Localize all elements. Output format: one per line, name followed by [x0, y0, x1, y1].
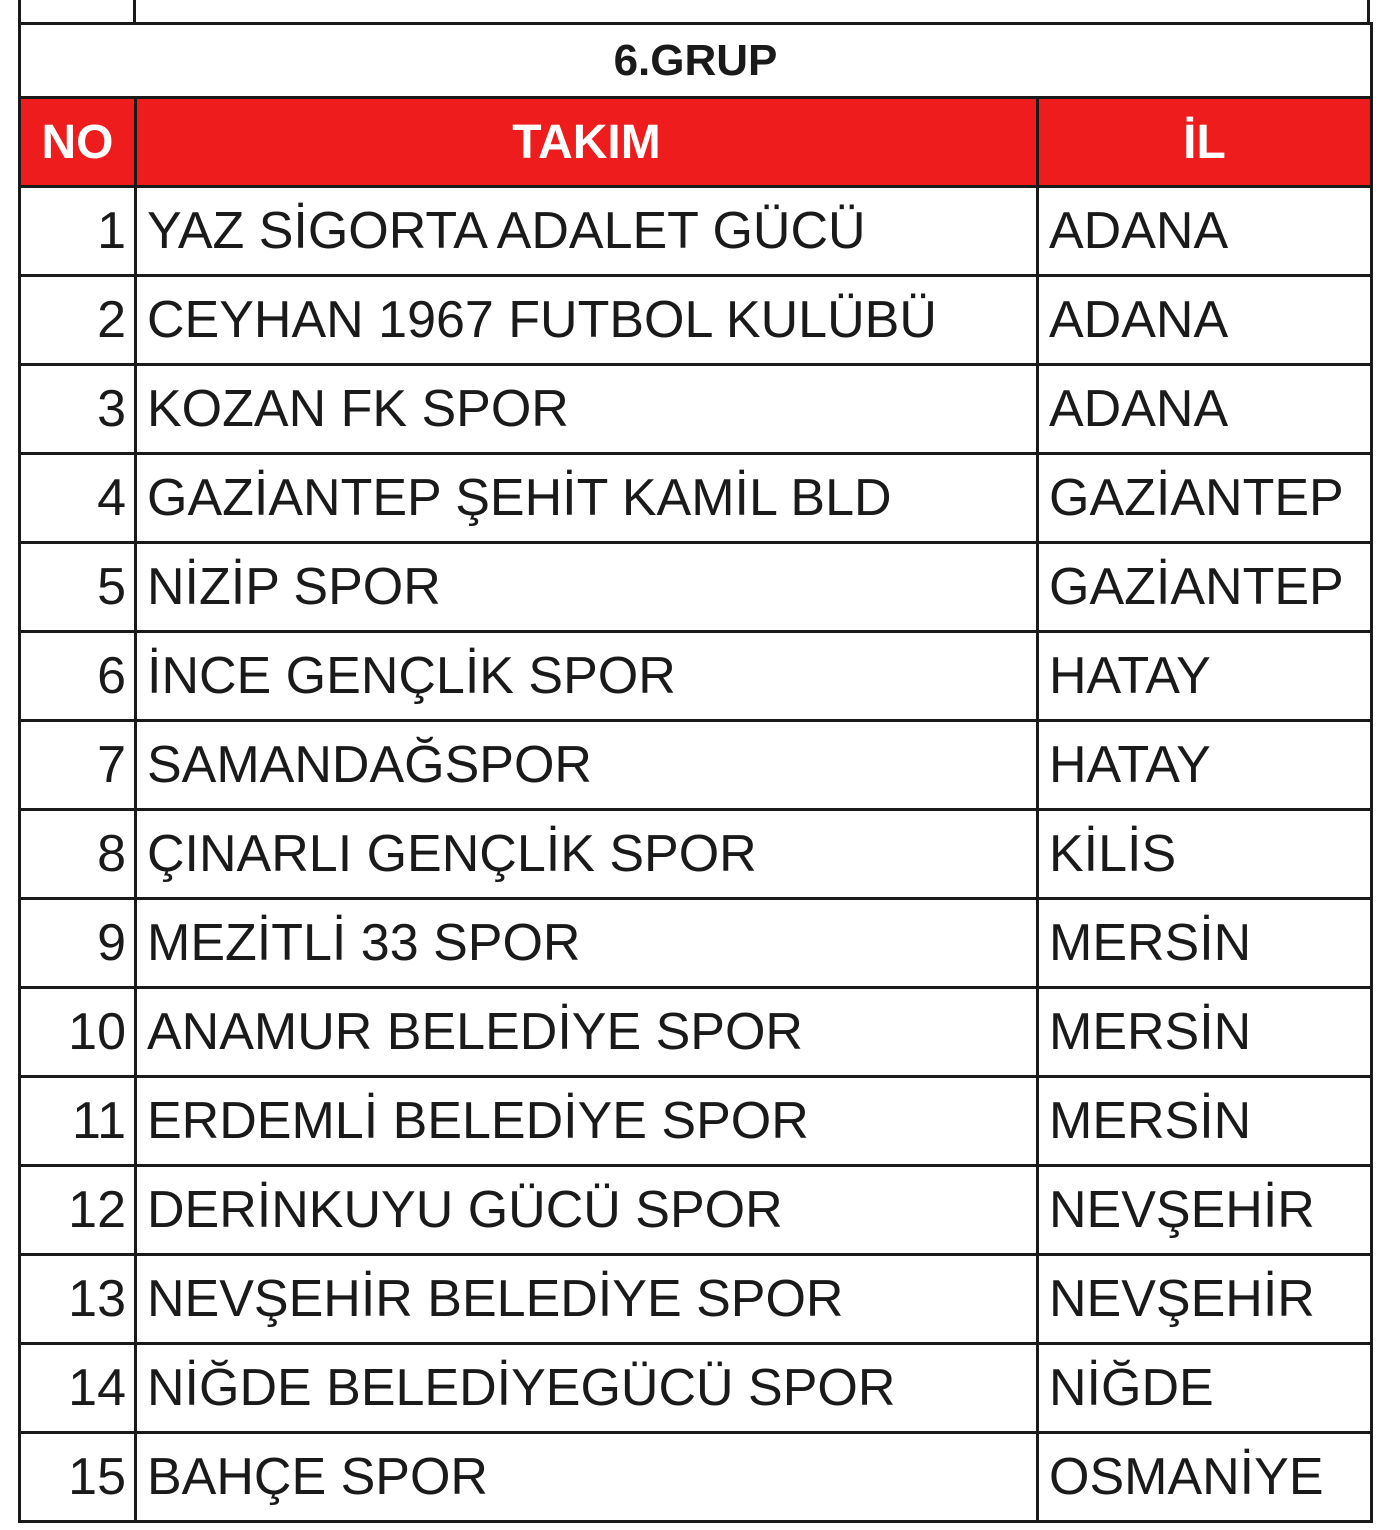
table-row: [20, 1344, 1372, 1433]
table-row: [20, 1255, 1372, 1344]
row-number: 6: [20, 632, 136, 721]
city-name: NEVŞEHİR: [1038, 1166, 1372, 1255]
row-number: 2: [20, 276, 136, 365]
table-row: [20, 543, 1372, 632]
group-title: 6.GRUP: [20, 24, 1372, 98]
row-number: 3: [20, 365, 136, 454]
row-number: 7: [20, 721, 136, 810]
city-name: ADANA: [1038, 187, 1372, 276]
team-name: SAMANDAĞSPOR: [136, 721, 1038, 810]
team-name: ANAMUR BELEDİYE SPOR: [136, 988, 1038, 1077]
city-name: KİLİS: [1038, 810, 1372, 899]
table-row: [20, 365, 1372, 454]
table-row: [20, 988, 1372, 1077]
header-team: TAKIM: [136, 98, 1038, 187]
team-name: MEZİTLİ 33 SPOR: [136, 899, 1038, 988]
city-name: ADANA: [1038, 365, 1372, 454]
team-name: CEYHAN 1967 FUTBOL KULÜBÜ: [136, 276, 1038, 365]
header-no: NO: [20, 98, 136, 187]
team-name: NEVŞEHİR BELEDİYE SPOR: [136, 1255, 1038, 1344]
row-number: 13: [20, 1255, 136, 1344]
table-row: [20, 899, 1372, 988]
city-name: HATAY: [1038, 632, 1372, 721]
header-city: İL: [1038, 98, 1372, 187]
team-name: YAZ SİGORTA ADALET GÜCÜ: [136, 187, 1038, 276]
group-table: [18, 22, 1373, 1523]
group-title-row: [20, 24, 1372, 98]
row-number: 5: [20, 543, 136, 632]
table-row: [20, 632, 1372, 721]
team-name: NİZİP SPOR: [136, 543, 1038, 632]
city-name: OSMANİYE: [1038, 1433, 1372, 1522]
city-name: GAZİANTEP: [1038, 454, 1372, 543]
table-row: [20, 454, 1372, 543]
team-name: ÇINARLI GENÇLİK SPOR: [136, 810, 1038, 899]
row-number: 15: [20, 1433, 136, 1522]
table-row: [20, 1166, 1372, 1255]
team-name: DERİNKUYU GÜCÜ SPOR: [136, 1166, 1038, 1255]
city-name: GAZİANTEP: [1038, 543, 1372, 632]
team-name: İNCE GENÇLİK SPOR: [136, 632, 1038, 721]
row-number: 8: [20, 810, 136, 899]
city-name: MERSİN: [1038, 988, 1372, 1077]
row-number: 1: [20, 187, 136, 276]
team-name: NİĞDE BELEDİYEGÜCÜ SPOR: [136, 1344, 1038, 1433]
table-row: [20, 810, 1372, 899]
previous-table-remnant: [18, 0, 1370, 22]
table-row: [20, 1077, 1372, 1166]
city-name: HATAY: [1038, 721, 1372, 810]
table-header-row: [20, 98, 1372, 187]
city-name: NİĞDE: [1038, 1344, 1372, 1433]
team-name: KOZAN FK SPOR: [136, 365, 1038, 454]
team-name: ERDEMLİ BELEDİYE SPOR: [136, 1077, 1038, 1166]
city-name: MERSİN: [1038, 899, 1372, 988]
table-row: [20, 721, 1372, 810]
city-name: MERSİN: [1038, 1077, 1372, 1166]
row-number: 12: [20, 1166, 136, 1255]
row-number: 11: [20, 1077, 136, 1166]
row-number: 10: [20, 988, 136, 1077]
city-name: NEVŞEHİR: [1038, 1255, 1372, 1344]
table-row: [20, 276, 1372, 365]
city-name: ADANA: [1038, 276, 1372, 365]
row-number: 4: [20, 454, 136, 543]
row-number: 9: [20, 899, 136, 988]
team-name: GAZİANTEP ŞEHİT KAMİL BLD: [136, 454, 1038, 543]
column-divider: [133, 0, 136, 22]
table-row: [20, 187, 1372, 276]
team-name: BAHÇE SPOR: [136, 1433, 1038, 1522]
table-row: [20, 1433, 1372, 1522]
row-number: 14: [20, 1344, 136, 1433]
